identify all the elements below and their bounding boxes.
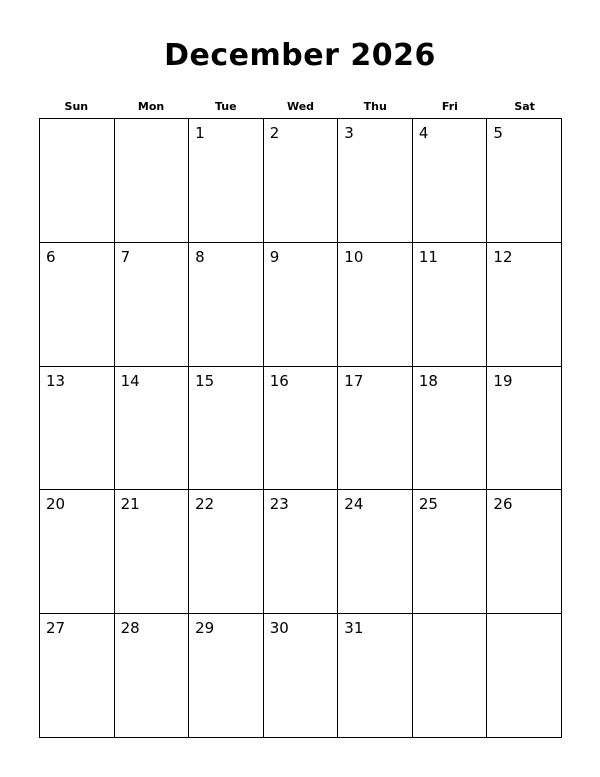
day-number: 16 — [269, 371, 289, 390]
weekday-tue: Tue — [214, 100, 237, 113]
day-cell — [115, 243, 190, 367]
day-number: 23 — [269, 495, 289, 514]
day-cell — [338, 614, 413, 738]
day-cell — [115, 119, 190, 243]
day-cell — [487, 119, 562, 243]
weekday-mon: Mon — [137, 100, 165, 113]
day-cell — [487, 614, 562, 738]
calendar-title: December 2026 — [164, 38, 436, 73]
weekday-sat: Sat — [514, 100, 535, 113]
day-number: 2 — [269, 124, 280, 142]
day-number: 25 — [418, 495, 438, 514]
day-number: 6 — [46, 247, 56, 266]
day-number: 22 — [195, 495, 215, 514]
day-cell — [189, 490, 264, 614]
day-cell — [338, 243, 413, 367]
weekday-header-row — [39, 99, 562, 115]
day-cell — [189, 367, 264, 491]
weekday-thu: Thu — [363, 100, 387, 113]
day-number: 15 — [195, 371, 215, 390]
day-number: 5 — [493, 124, 503, 142]
day-cell — [264, 119, 339, 243]
day-cell — [264, 490, 339, 614]
day-number: 29 — [195, 619, 215, 638]
day-number: 21 — [120, 495, 140, 514]
day-number: 8 — [195, 247, 205, 266]
day-number: 24 — [344, 495, 364, 514]
day-cell — [189, 614, 264, 738]
day-cell — [487, 490, 562, 614]
day-cell — [115, 614, 190, 738]
day-cell — [338, 367, 413, 491]
day-number: 13 — [46, 371, 66, 390]
day-cell — [487, 243, 562, 367]
weekday-wed: Wed — [286, 100, 315, 113]
day-cell — [40, 490, 115, 614]
day-number: 10 — [344, 247, 364, 266]
day-number: 30 — [269, 619, 289, 638]
day-number: 20 — [46, 495, 66, 514]
day-cell — [189, 243, 264, 367]
day-cell — [487, 367, 562, 491]
day-cell — [264, 614, 339, 738]
day-number: 3 — [344, 124, 354, 142]
day-cell — [40, 243, 115, 367]
day-number: 28 — [120, 619, 140, 638]
weekday-sun: Sun — [64, 100, 89, 113]
day-number: 7 — [120, 247, 131, 266]
day-cell — [413, 243, 488, 367]
day-cell — [40, 367, 115, 491]
day-cell — [264, 367, 339, 491]
day-cell — [338, 490, 413, 614]
day-number: 12 — [493, 247, 513, 266]
day-cell — [189, 119, 264, 243]
day-number: 4 — [418, 124, 429, 142]
day-number: 31 — [344, 619, 364, 638]
day-number: 17 — [344, 371, 364, 390]
day-cell — [115, 490, 190, 614]
day-cell — [413, 614, 488, 738]
day-number: 27 — [46, 619, 66, 638]
day-cell — [413, 490, 488, 614]
calendar-grid — [39, 118, 562, 738]
day-cell — [40, 614, 115, 738]
day-number: 19 — [493, 371, 513, 390]
day-number: 1 — [195, 124, 205, 142]
day-cell — [338, 119, 413, 243]
weekday-fri: Fri — [441, 100, 458, 113]
day-cell — [413, 367, 488, 491]
day-cell — [40, 119, 115, 243]
day-number: 9 — [269, 247, 280, 266]
day-cell — [413, 119, 488, 243]
day-cell — [264, 243, 339, 367]
day-number: 26 — [493, 495, 513, 514]
day-number: 18 — [418, 371, 438, 390]
day-number: 11 — [418, 247, 438, 266]
day-number: 14 — [120, 371, 140, 390]
day-cell — [115, 367, 190, 491]
